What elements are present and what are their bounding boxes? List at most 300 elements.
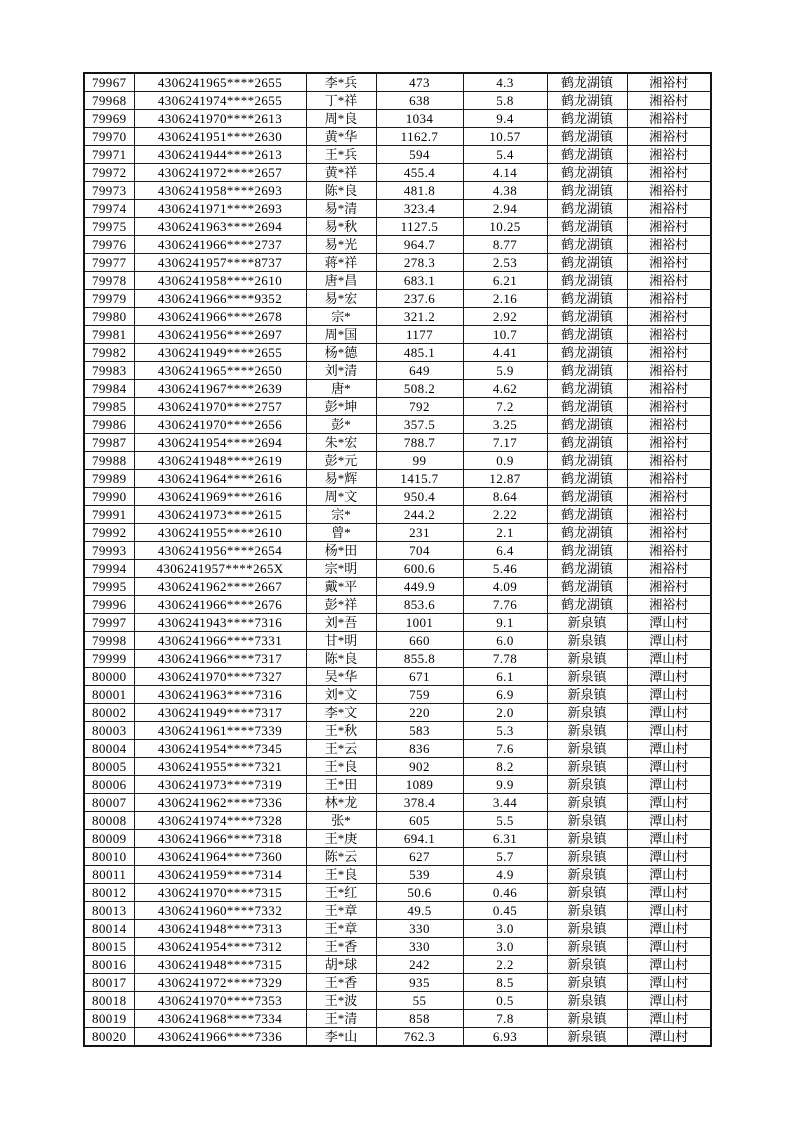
cell-serial: 80018 xyxy=(84,992,134,1010)
records-body xyxy=(84,73,711,1046)
cell-village: 潭山村 xyxy=(627,1028,711,1047)
table-row xyxy=(84,614,711,632)
table-row xyxy=(84,506,711,524)
cell-amount: 902 xyxy=(376,758,463,776)
cell-village: 湘裕村 xyxy=(627,128,711,146)
cell-town: 鹤龙湖镇 xyxy=(547,326,627,344)
table-row xyxy=(84,200,711,218)
table-row xyxy=(84,272,711,290)
cell-village: 湘裕村 xyxy=(627,344,711,362)
table-row xyxy=(84,452,711,470)
table-row xyxy=(84,938,711,956)
cell-name: 彭* xyxy=(306,416,376,434)
cell-masked-id: 4306241956****2654 xyxy=(134,542,306,560)
table-row xyxy=(84,146,711,164)
table-row xyxy=(84,722,711,740)
cell-village: 潭山村 xyxy=(627,974,711,992)
cell-town: 新泉镇 xyxy=(547,758,627,776)
cell-name: 宗*明 xyxy=(306,560,376,578)
cell-masked-id: 4306241970****7315 xyxy=(134,884,306,902)
cell-name: 易*秋 xyxy=(306,218,376,236)
cell-serial: 80017 xyxy=(84,974,134,992)
cell-amount: 50.6 xyxy=(376,884,463,902)
cell-serial: 79979 xyxy=(84,290,134,308)
cell-area: 4.62 xyxy=(463,380,547,398)
cell-name: 王*香 xyxy=(306,974,376,992)
cell-amount: 242 xyxy=(376,956,463,974)
table-row xyxy=(84,344,711,362)
cell-village: 湘裕村 xyxy=(627,542,711,560)
cell-serial: 79985 xyxy=(84,398,134,416)
cell-village: 湘裕村 xyxy=(627,110,711,128)
cell-serial: 80001 xyxy=(84,686,134,704)
cell-name: 李*兵 xyxy=(306,73,376,92)
table-row xyxy=(84,758,711,776)
cell-name: 王*云 xyxy=(306,740,376,758)
cell-serial: 79980 xyxy=(84,308,134,326)
cell-serial: 79971 xyxy=(84,146,134,164)
cell-town: 鹤龙湖镇 xyxy=(547,488,627,506)
cell-serial: 79986 xyxy=(84,416,134,434)
cell-village: 湘裕村 xyxy=(627,524,711,542)
table-row xyxy=(84,812,711,830)
cell-amount: 508.2 xyxy=(376,380,463,398)
cell-area: 4.3 xyxy=(463,73,547,92)
cell-area: 5.3 xyxy=(463,722,547,740)
cell-masked-id: 4306241972****7329 xyxy=(134,974,306,992)
cell-name: 张* xyxy=(306,812,376,830)
cell-village: 湘裕村 xyxy=(627,488,711,506)
cell-area: 0.9 xyxy=(463,452,547,470)
cell-town: 新泉镇 xyxy=(547,956,627,974)
cell-serial: 79990 xyxy=(84,488,134,506)
cell-town: 新泉镇 xyxy=(547,974,627,992)
table-row xyxy=(84,416,711,434)
cell-name: 刘*文 xyxy=(306,686,376,704)
cell-amount: 55 xyxy=(376,992,463,1010)
cell-masked-id: 4306241962****7336 xyxy=(134,794,306,812)
cell-name: 彭*元 xyxy=(306,452,376,470)
cell-amount: 323.4 xyxy=(376,200,463,218)
cell-area: 4.41 xyxy=(463,344,547,362)
cell-area: 0.45 xyxy=(463,902,547,920)
cell-amount: 671 xyxy=(376,668,463,686)
cell-masked-id: 4306241957****8737 xyxy=(134,254,306,272)
cell-masked-id: 4306241958****2610 xyxy=(134,272,306,290)
cell-masked-id: 4306241948****7313 xyxy=(134,920,306,938)
cell-serial: 79988 xyxy=(84,452,134,470)
cell-area: 2.53 xyxy=(463,254,547,272)
cell-masked-id: 4306241966****2678 xyxy=(134,308,306,326)
cell-masked-id: 4306241973****7319 xyxy=(134,776,306,794)
cell-name: 戴*平 xyxy=(306,578,376,596)
cell-area: 4.09 xyxy=(463,578,547,596)
cell-serial: 79975 xyxy=(84,218,134,236)
cell-town: 鹤龙湖镇 xyxy=(547,398,627,416)
cell-masked-id: 4306241955****7321 xyxy=(134,758,306,776)
cell-town: 鹤龙湖镇 xyxy=(547,272,627,290)
cell-amount: 583 xyxy=(376,722,463,740)
cell-town: 鹤龙湖镇 xyxy=(547,254,627,272)
cell-village: 潭山村 xyxy=(627,812,711,830)
cell-town: 新泉镇 xyxy=(547,812,627,830)
cell-masked-id: 4306241948****7315 xyxy=(134,956,306,974)
cell-name: 陈*良 xyxy=(306,182,376,200)
cell-masked-id: 4306241948****2619 xyxy=(134,452,306,470)
cell-masked-id: 4306241973****2615 xyxy=(134,506,306,524)
cell-area: 6.0 xyxy=(463,632,547,650)
cell-serial: 80010 xyxy=(84,848,134,866)
cell-village: 湘裕村 xyxy=(627,398,711,416)
cell-amount: 704 xyxy=(376,542,463,560)
cell-village: 湘裕村 xyxy=(627,380,711,398)
cell-masked-id: 4306241965****2655 xyxy=(134,73,306,92)
cell-masked-id: 4306241954****2694 xyxy=(134,434,306,452)
cell-masked-id: 4306241954****7312 xyxy=(134,938,306,956)
cell-masked-id: 4306241966****2737 xyxy=(134,236,306,254)
cell-area: 5.7 xyxy=(463,848,547,866)
cell-area: 2.1 xyxy=(463,524,547,542)
cell-area: 4.14 xyxy=(463,164,547,182)
cell-village: 湘裕村 xyxy=(627,92,711,110)
cell-name: 刘*清 xyxy=(306,362,376,380)
cell-serial: 80013 xyxy=(84,902,134,920)
cell-serial: 79973 xyxy=(84,182,134,200)
table-row xyxy=(84,578,711,596)
cell-village: 潭山村 xyxy=(627,650,711,668)
cell-name: 王*兵 xyxy=(306,146,376,164)
table-row xyxy=(84,380,711,398)
cell-amount: 220 xyxy=(376,704,463,722)
cell-amount: 1089 xyxy=(376,776,463,794)
cell-town: 新泉镇 xyxy=(547,722,627,740)
table-row xyxy=(84,128,711,146)
cell-town: 新泉镇 xyxy=(547,632,627,650)
cell-town: 鹤龙湖镇 xyxy=(547,218,627,236)
cell-village: 湘裕村 xyxy=(627,470,711,488)
cell-amount: 836 xyxy=(376,740,463,758)
cell-name: 黄*祥 xyxy=(306,164,376,182)
cell-amount: 330 xyxy=(376,938,463,956)
cell-village: 潭山村 xyxy=(627,614,711,632)
table-row xyxy=(84,902,711,920)
cell-serial: 79974 xyxy=(84,200,134,218)
table-row xyxy=(84,542,711,560)
cell-name: 周*文 xyxy=(306,488,376,506)
cell-name: 王*庚 xyxy=(306,830,376,848)
cell-amount: 357.5 xyxy=(376,416,463,434)
table-row xyxy=(84,326,711,344)
table-row xyxy=(84,398,711,416)
cell-amount: 683.1 xyxy=(376,272,463,290)
cell-village: 潭山村 xyxy=(627,704,711,722)
table-row xyxy=(84,776,711,794)
cell-town: 鹤龙湖镇 xyxy=(547,146,627,164)
cell-town: 鹤龙湖镇 xyxy=(547,416,627,434)
cell-name: 宗* xyxy=(306,308,376,326)
cell-serial: 79991 xyxy=(84,506,134,524)
cell-masked-id: 4306241954****7345 xyxy=(134,740,306,758)
table-row xyxy=(84,704,711,722)
cell-name: 曾* xyxy=(306,524,376,542)
cell-amount: 1415.7 xyxy=(376,470,463,488)
cell-serial: 79970 xyxy=(84,128,134,146)
table-row xyxy=(84,830,711,848)
cell-town: 新泉镇 xyxy=(547,668,627,686)
cell-area: 0.5 xyxy=(463,992,547,1010)
cell-serial: 79981 xyxy=(84,326,134,344)
cell-serial: 80005 xyxy=(84,758,134,776)
cell-serial: 79967 xyxy=(84,73,134,92)
cell-serial: 79999 xyxy=(84,650,134,668)
table-row xyxy=(84,182,711,200)
cell-name: 王*良 xyxy=(306,866,376,884)
cell-town: 新泉镇 xyxy=(547,1028,627,1047)
cell-amount: 660 xyxy=(376,632,463,650)
table-row xyxy=(84,308,711,326)
cell-serial: 80004 xyxy=(84,740,134,758)
cell-name: 李*文 xyxy=(306,704,376,722)
cell-town: 鹤龙湖镇 xyxy=(547,524,627,542)
cell-town: 新泉镇 xyxy=(547,1010,627,1028)
cell-masked-id: 4306241966****7318 xyxy=(134,830,306,848)
cell-name: 王*田 xyxy=(306,776,376,794)
cell-amount: 853.6 xyxy=(376,596,463,614)
cell-town: 新泉镇 xyxy=(547,776,627,794)
cell-town: 鹤龙湖镇 xyxy=(547,92,627,110)
cell-area: 7.8 xyxy=(463,1010,547,1028)
cell-masked-id: 4306241964****7360 xyxy=(134,848,306,866)
table-row xyxy=(84,974,711,992)
cell-town: 鹤龙湖镇 xyxy=(547,182,627,200)
cell-name: 易*辉 xyxy=(306,470,376,488)
cell-name: 吴*华 xyxy=(306,668,376,686)
cell-village: 潭山村 xyxy=(627,830,711,848)
cell-name: 胡*球 xyxy=(306,956,376,974)
cell-serial: 79972 xyxy=(84,164,134,182)
cell-area: 7.6 xyxy=(463,740,547,758)
cell-masked-id: 4306241958****2693 xyxy=(134,182,306,200)
table-row xyxy=(84,596,711,614)
cell-amount: 455.4 xyxy=(376,164,463,182)
cell-amount: 449.9 xyxy=(376,578,463,596)
cell-name: 杨*田 xyxy=(306,542,376,560)
cell-area: 6.4 xyxy=(463,542,547,560)
cell-village: 潭山村 xyxy=(627,920,711,938)
cell-masked-id: 4306241970****2613 xyxy=(134,110,306,128)
cell-amount: 950.4 xyxy=(376,488,463,506)
cell-town: 鹤龙湖镇 xyxy=(547,362,627,380)
cell-area: 5.4 xyxy=(463,146,547,164)
table-row xyxy=(84,110,711,128)
cell-amount: 49.5 xyxy=(376,902,463,920)
cell-name: 刘*吾 xyxy=(306,614,376,632)
cell-area: 2.0 xyxy=(463,704,547,722)
cell-town: 鹤龙湖镇 xyxy=(547,434,627,452)
cell-area: 10.7 xyxy=(463,326,547,344)
cell-area: 5.8 xyxy=(463,92,547,110)
cell-serial: 79995 xyxy=(84,578,134,596)
cell-masked-id: 4306241966****9352 xyxy=(134,290,306,308)
cell-amount: 231 xyxy=(376,524,463,542)
cell-masked-id: 4306241970****7353 xyxy=(134,992,306,1010)
cell-serial: 79992 xyxy=(84,524,134,542)
cell-masked-id: 4306241960****7332 xyxy=(134,902,306,920)
cell-area: 6.93 xyxy=(463,1028,547,1047)
cell-amount: 244.2 xyxy=(376,506,463,524)
cell-amount: 378.4 xyxy=(376,794,463,812)
cell-name: 王*良 xyxy=(306,758,376,776)
cell-town: 鹤龙湖镇 xyxy=(547,542,627,560)
cell-serial: 79996 xyxy=(84,596,134,614)
cell-name: 林*龙 xyxy=(306,794,376,812)
cell-area: 7.2 xyxy=(463,398,547,416)
cell-masked-id: 4306241963****7316 xyxy=(134,686,306,704)
cell-masked-id: 4306241966****7331 xyxy=(134,632,306,650)
table-row xyxy=(84,290,711,308)
cell-village: 湘裕村 xyxy=(627,73,711,92)
cell-masked-id: 4306241963****2694 xyxy=(134,218,306,236)
table-row xyxy=(84,434,711,452)
cell-village: 潭山村 xyxy=(627,740,711,758)
cell-masked-id: 4306241956****2697 xyxy=(134,326,306,344)
cell-serial: 80003 xyxy=(84,722,134,740)
cell-masked-id: 4306241968****7334 xyxy=(134,1010,306,1028)
table-row xyxy=(84,686,711,704)
cell-area: 2.22 xyxy=(463,506,547,524)
cell-masked-id: 4306241970****2656 xyxy=(134,416,306,434)
cell-area: 2.92 xyxy=(463,308,547,326)
cell-serial: 79968 xyxy=(84,92,134,110)
cell-amount: 600.6 xyxy=(376,560,463,578)
cell-amount: 99 xyxy=(376,452,463,470)
cell-amount: 330 xyxy=(376,920,463,938)
cell-serial: 79976 xyxy=(84,236,134,254)
cell-name: 易*清 xyxy=(306,200,376,218)
cell-masked-id: 4306241944****2613 xyxy=(134,146,306,164)
cell-village: 湘裕村 xyxy=(627,218,711,236)
table-row xyxy=(84,92,711,110)
cell-area: 8.64 xyxy=(463,488,547,506)
cell-amount: 964.7 xyxy=(376,236,463,254)
table-row xyxy=(84,668,711,686)
cell-serial: 80002 xyxy=(84,704,134,722)
cell-amount: 788.7 xyxy=(376,434,463,452)
cell-serial: 80012 xyxy=(84,884,134,902)
cell-town: 新泉镇 xyxy=(547,686,627,704)
cell-serial: 80016 xyxy=(84,956,134,974)
cell-village: 湘裕村 xyxy=(627,578,711,596)
cell-masked-id: 4306241967****2639 xyxy=(134,380,306,398)
table-row xyxy=(84,920,711,938)
cell-town: 鹤龙湖镇 xyxy=(547,110,627,128)
cell-town: 新泉镇 xyxy=(547,866,627,884)
cell-serial: 79983 xyxy=(84,362,134,380)
cell-amount: 1001 xyxy=(376,614,463,632)
cell-area: 10.25 xyxy=(463,218,547,236)
cell-amount: 627 xyxy=(376,848,463,866)
cell-serial: 80006 xyxy=(84,776,134,794)
cell-name: 唐* xyxy=(306,380,376,398)
cell-serial: 80009 xyxy=(84,830,134,848)
cell-area: 6.31 xyxy=(463,830,547,848)
cell-village: 潭山村 xyxy=(627,902,711,920)
table-row xyxy=(84,866,711,884)
cell-area: 6.21 xyxy=(463,272,547,290)
cell-area: 3.25 xyxy=(463,416,547,434)
cell-town: 鹤龙湖镇 xyxy=(547,596,627,614)
cell-masked-id: 4306241972****2657 xyxy=(134,164,306,182)
cell-amount: 638 xyxy=(376,92,463,110)
cell-name: 王*清 xyxy=(306,1010,376,1028)
cell-village: 湘裕村 xyxy=(627,326,711,344)
cell-village: 潭山村 xyxy=(627,992,711,1010)
cell-village: 湘裕村 xyxy=(627,272,711,290)
cell-town: 鹤龙湖镇 xyxy=(547,236,627,254)
cell-town: 新泉镇 xyxy=(547,614,627,632)
cell-area: 5.46 xyxy=(463,560,547,578)
cell-village: 湘裕村 xyxy=(627,416,711,434)
cell-amount: 1127.5 xyxy=(376,218,463,236)
cell-serial: 79998 xyxy=(84,632,134,650)
cell-area: 4.38 xyxy=(463,182,547,200)
cell-area: 3.0 xyxy=(463,920,547,938)
cell-town: 新泉镇 xyxy=(547,920,627,938)
cell-serial: 80008 xyxy=(84,812,134,830)
cell-masked-id: 4306241969****2616 xyxy=(134,488,306,506)
cell-amount: 485.1 xyxy=(376,344,463,362)
table-row xyxy=(84,470,711,488)
cell-serial: 80015 xyxy=(84,938,134,956)
table-row xyxy=(84,362,711,380)
cell-masked-id: 4306241949****2655 xyxy=(134,344,306,362)
cell-village: 湘裕村 xyxy=(627,308,711,326)
cell-amount: 605 xyxy=(376,812,463,830)
cell-masked-id: 4306241974****2655 xyxy=(134,92,306,110)
cell-town: 新泉镇 xyxy=(547,740,627,758)
cell-area: 10.57 xyxy=(463,128,547,146)
cell-serial: 80020 xyxy=(84,1028,134,1047)
cell-name: 丁*祥 xyxy=(306,92,376,110)
cell-town: 鹤龙湖镇 xyxy=(547,380,627,398)
cell-masked-id: 4306241955****2610 xyxy=(134,524,306,542)
cell-town: 鹤龙湖镇 xyxy=(547,506,627,524)
cell-masked-id: 4306241949****7317 xyxy=(134,704,306,722)
cell-area: 8.5 xyxy=(463,974,547,992)
table-row xyxy=(84,632,711,650)
cell-area: 6.9 xyxy=(463,686,547,704)
cell-town: 鹤龙湖镇 xyxy=(547,308,627,326)
cell-serial: 80019 xyxy=(84,1010,134,1028)
cell-name: 彭*祥 xyxy=(306,596,376,614)
cell-masked-id: 4306241966****7317 xyxy=(134,650,306,668)
cell-village: 潭山村 xyxy=(627,848,711,866)
cell-masked-id: 4306241964****2616 xyxy=(134,470,306,488)
cell-town: 鹤龙湖镇 xyxy=(547,200,627,218)
table-row xyxy=(84,218,711,236)
cell-amount: 855.8 xyxy=(376,650,463,668)
cell-amount: 649 xyxy=(376,362,463,380)
cell-name: 陈*云 xyxy=(306,848,376,866)
cell-masked-id: 4306241966****7336 xyxy=(134,1028,306,1047)
cell-name: 王*章 xyxy=(306,920,376,938)
cell-amount: 694.1 xyxy=(376,830,463,848)
table-row xyxy=(84,488,711,506)
cell-village: 湘裕村 xyxy=(627,164,711,182)
cell-village: 湘裕村 xyxy=(627,506,711,524)
cell-area: 4.9 xyxy=(463,866,547,884)
cell-name: 黄*华 xyxy=(306,128,376,146)
